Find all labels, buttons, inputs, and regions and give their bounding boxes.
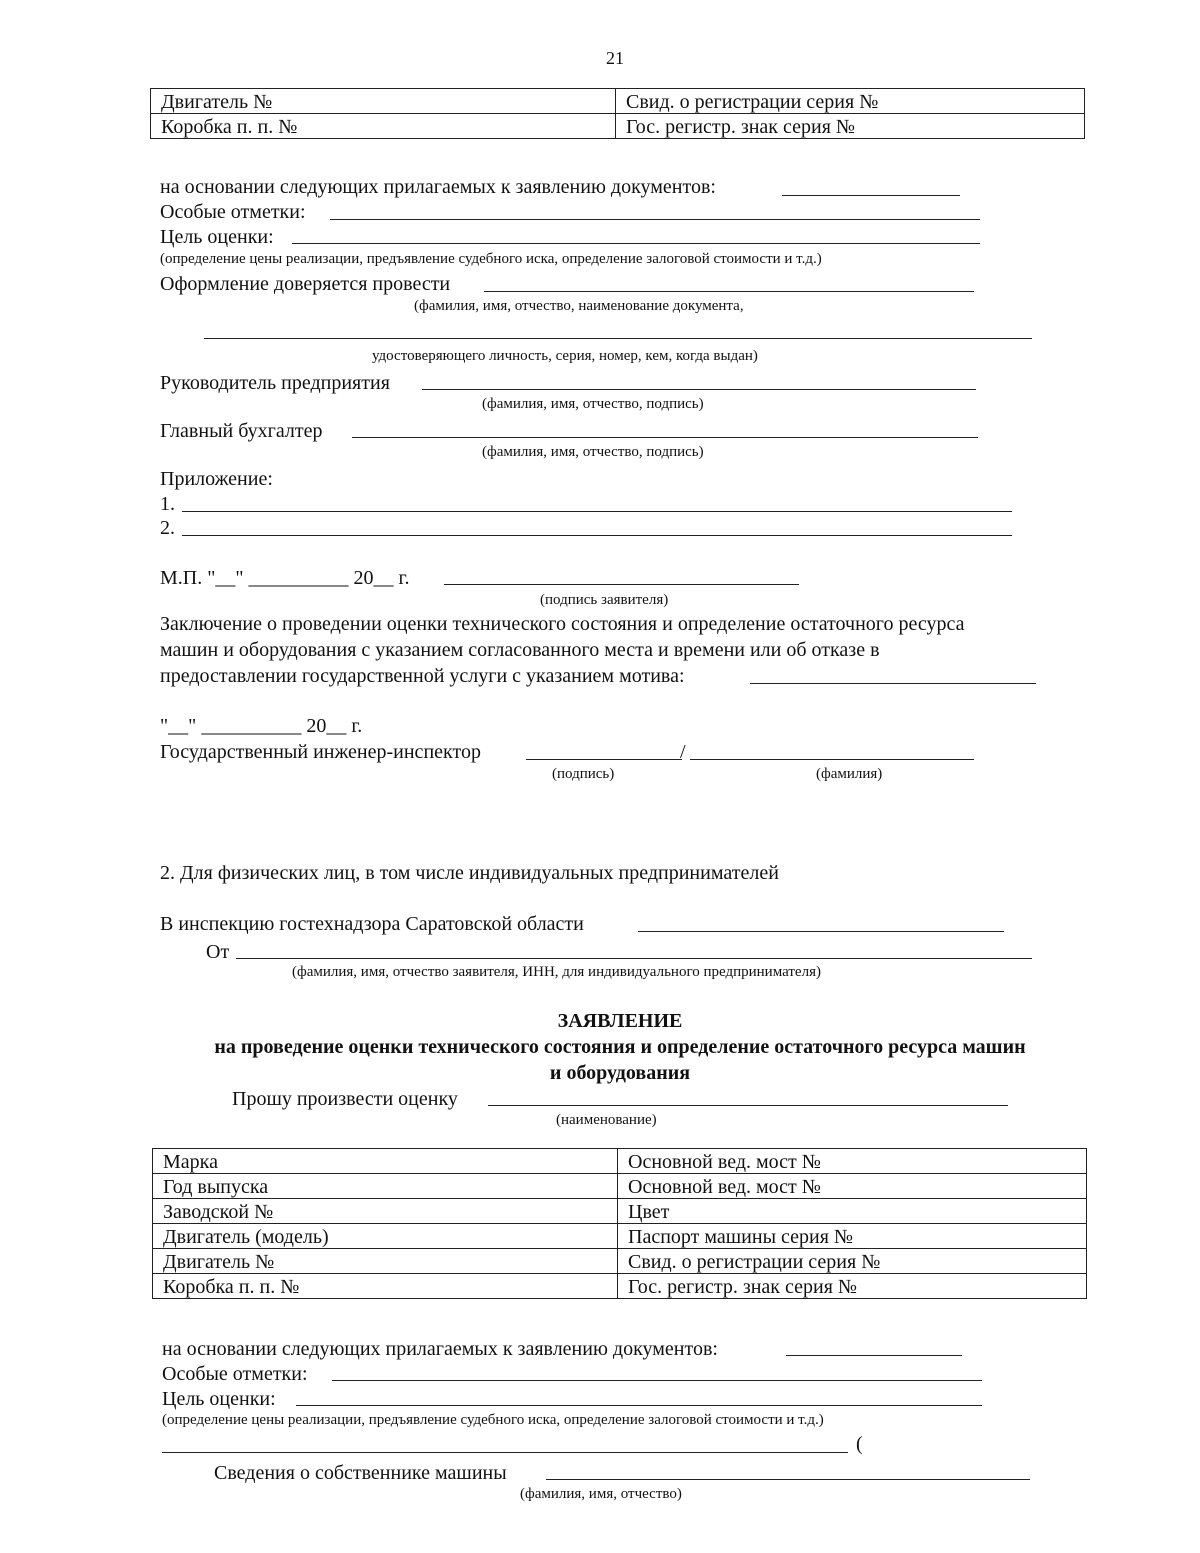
request-field[interactable] — [488, 1105, 1008, 1106]
table-cell: Гос. регистр. знак серия № — [616, 114, 1085, 139]
request-hint: (наименование) — [556, 1112, 657, 1128]
from-field[interactable] — [236, 958, 1032, 959]
table-row — [153, 1199, 1087, 1224]
entrust-field-2[interactable] — [204, 338, 1032, 339]
appendix-label: Приложение: — [160, 468, 273, 490]
applicant-sign-field[interactable] — [444, 584, 799, 585]
accountant-field[interactable] — [352, 437, 978, 438]
table-cell: Год выпуска — [153, 1174, 618, 1199]
table-cell: Основной вед. мост № — [618, 1149, 1087, 1174]
special-marks-label-2: Особые отметки: — [162, 1363, 308, 1385]
inspector-surname-field[interactable] — [690, 759, 974, 760]
owner-hint: (фамилия, имя, отчество) — [520, 1486, 682, 1502]
table-row — [153, 1174, 1087, 1199]
table-cell: Коробка п. п. № — [151, 114, 616, 139]
table-cell: Двигатель (модель) — [153, 1224, 618, 1249]
table-row — [153, 1149, 1087, 1174]
signature-hint: (подпись) — [552, 766, 615, 782]
purpose-field[interactable] — [292, 243, 980, 244]
conclusion-field[interactable] — [750, 683, 1036, 684]
table-cell: Паспорт машины серия № — [618, 1224, 1087, 1249]
table-row — [151, 89, 1085, 114]
special-marks-field[interactable] — [330, 219, 980, 220]
applicant-sign-hint: (подпись заявителя) — [540, 592, 669, 608]
owner-field[interactable] — [546, 1479, 1030, 1480]
entrust-field[interactable] — [484, 291, 974, 292]
entrust-hint-1: (фамилия, имя, отчество, наименование документа, — [414, 298, 744, 314]
slash: / — [680, 741, 686, 763]
table-cell: Цвет — [618, 1199, 1087, 1224]
table-cell: Марка — [153, 1149, 618, 1174]
appendix-2-label: 2. — [160, 517, 175, 539]
director-field[interactable] — [422, 389, 976, 390]
table-cell: Двигатель № — [153, 1249, 618, 1274]
from-label: От — [206, 941, 230, 963]
documents-label: на основании следующих прилагаемых к заявлению документов: — [160, 176, 716, 198]
documents-field-2[interactable] — [786, 1355, 962, 1356]
inspection-label: В инспекцию гостехнадзора Саратовской области — [160, 913, 584, 935]
owner-label: Сведения о собственнике машины — [214, 1462, 507, 1484]
special-marks-field-2[interactable] — [332, 1380, 982, 1381]
conclusion-line-2: машин и оборудования с указанием согласованного места и времени или об отказе в — [160, 639, 880, 661]
director-label: Руководитель предприятия — [160, 372, 390, 394]
surname-hint: (фамилия) — [816, 766, 883, 782]
open-paren: ( — [856, 1433, 863, 1455]
table-row — [153, 1249, 1087, 1274]
table-cell: Свид. о регистрации серия № — [618, 1249, 1087, 1274]
purpose-label-2: Цель оценки: — [162, 1388, 276, 1410]
vehicle-table — [152, 1148, 1087, 1299]
accountant-hint: (фамилия, имя, отчество, подпись) — [482, 444, 704, 460]
table-cell: Гос. регистр. знак серия № — [618, 1274, 1087, 1299]
appendix-1-field[interactable] — [182, 511, 1012, 512]
table-cell: Двигатель № — [151, 89, 616, 114]
documents-field[interactable] — [782, 195, 960, 196]
from-hint: (фамилия, имя, отчество заявителя, ИНН, для индивидуального предпринимателя) — [292, 964, 821, 980]
purpose-hint: (определение цены реализации, предъявление судебного иска, определение залоговой стоимости и т.д.) — [160, 251, 822, 267]
table-row — [153, 1224, 1087, 1249]
table-cell: Основной вед. мост № — [618, 1174, 1087, 1199]
stamp-date: М.П. "__" __________ 20__ г. — [160, 567, 410, 589]
inspection-field[interactable] — [638, 931, 1004, 932]
table-cell: Коробка п. п. № — [153, 1274, 618, 1299]
entrust-hint-2: удостоверяющего личность, серия, номер, кем, когда выдан) — [372, 348, 758, 364]
document-subheading-1: на проведение оценки технического состояния и определение остаточного ресурса машин — [214, 1036, 1026, 1058]
inspector-signature-field[interactable] — [526, 759, 682, 760]
purpose-label: Цель оценки: — [160, 226, 274, 248]
purpose-hint-2: (определение цены реализации, предъявление судебного иска, определение залоговой стоимости и т.д.) — [162, 1412, 824, 1428]
document-heading: ЗАЯВЛЕНИЕ — [557, 1010, 683, 1032]
table-cell: Заводской № — [153, 1199, 618, 1224]
purpose-field-3[interactable] — [162, 1452, 848, 1453]
document-subheading-2: и оборудования — [549, 1062, 691, 1084]
entrust-label: Оформление доверяется провести — [160, 273, 451, 295]
table-cell: Свид. о регистрации серия № — [616, 89, 1085, 114]
inspector-label: Государственный инженер-инспектор — [160, 741, 481, 763]
purpose-field-2[interactable] — [296, 1405, 982, 1406]
request-label: Прошу произвести оценку — [232, 1088, 458, 1110]
page-number: 21 — [606, 48, 624, 68]
vehicle-table-top — [150, 88, 1085, 139]
director-hint: (фамилия, имя, отчество, подпись) — [482, 396, 704, 412]
table-row — [151, 114, 1085, 139]
special-marks-label: Особые отметки: — [160, 201, 306, 223]
appendix-2-field[interactable] — [182, 535, 1012, 536]
conclusion-line-1: Заключение о проведении оценки технического состояния и определение остаточного ресурса — [160, 613, 965, 635]
accountant-label: Главный бухгалтер — [160, 420, 323, 442]
section-title: 2. Для физических лиц, в том числе индивидуальных предпринимателей — [160, 862, 779, 884]
date-line: "__" __________ 20__ г. — [160, 715, 363, 737]
table-row — [153, 1274, 1087, 1299]
appendix-1-label: 1. — [160, 493, 175, 515]
documents-label-2: на основании следующих прилагаемых к заявлению документов: — [162, 1338, 718, 1360]
conclusion-line-3: предоставлении государственной услуги с указанием мотива: — [160, 665, 685, 687]
